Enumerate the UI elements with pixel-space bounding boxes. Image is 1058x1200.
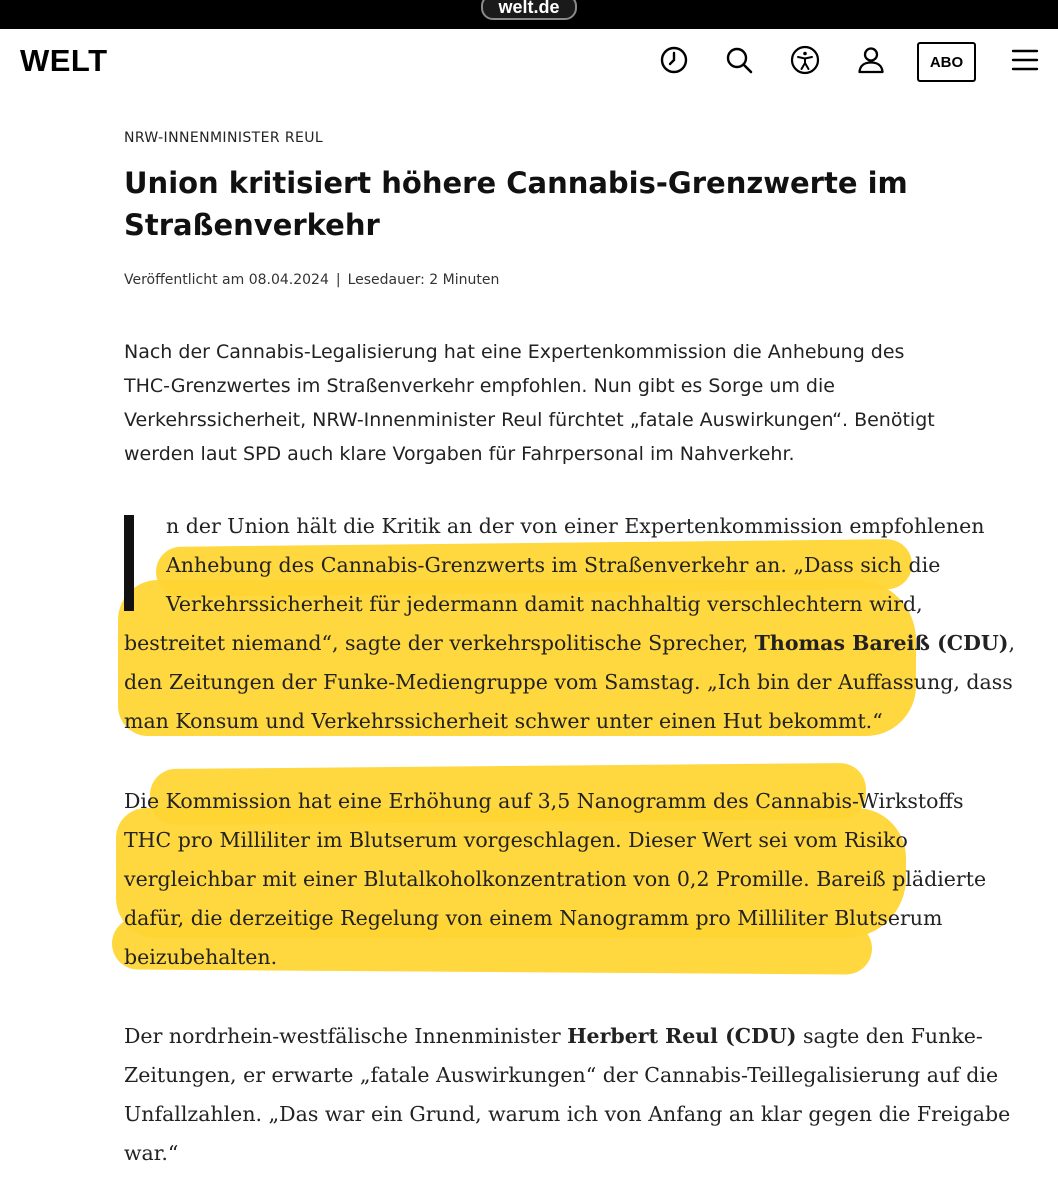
- meta-separator: |: [335, 272, 341, 288]
- menu-icon[interactable]: [1008, 43, 1042, 77]
- publish-date: Veröffentlicht am 08.04.2024: [124, 272, 329, 288]
- paragraph-line: beizubehalten.: [124, 945, 278, 969]
- article-meta: [124, 272, 499, 288]
- paragraph-line: dafür, die derzeitige Regelung von einem Nanogramm pro Milliliter Blutserum: [124, 906, 943, 930]
- paragraph-line: den Zeitungen der Funke-Mediengruppe vom Samstag. „Ich bin der Auffassung, dass: [124, 670, 1013, 694]
- search-icon[interactable]: [722, 43, 756, 77]
- paragraph-line: Anhebung des Cannabis-Grenzwerts im Straßenverkehr an. „Dass sich die: [166, 553, 941, 577]
- paragraph-line: Die Kommission hat eine Erhöhung auf 3,5 Nanogramm des Cannabis-Wirkstoffs: [124, 789, 964, 813]
- article-lead: Nach der Cannabis-Legalisierung hat eine Expertenkommission die Anhebung des THC-Grenzwertes im Straßenverkehr empfohlen. Nun gibt es Sorge um die Verkehrssicherheit, NRW-Innenminister Reul fürchtet „fatale Auswirkungen“. Benötigt werden laut SPD auch klare Vorgaben für Fahrpersonal im Nahverkehr.: [124, 341, 935, 465]
- reading-time: Lesedauer: 2 Minuten: [347, 272, 500, 288]
- paragraph-line: [124, 1017, 983, 1056]
- article-paragraph-1: [124, 507, 1015, 741]
- paragraph-line: Verkehrssicherheit für jedermann damit nachhaltig verschlechtern wird,: [166, 592, 923, 616]
- text-run: ,: [1008, 631, 1015, 655]
- paragraph-line: [124, 624, 1015, 663]
- paragraph-line: Zeitungen, er erwarte „fatale Auswirkungen“ der Cannabis-Teillegalisierung auf die: [124, 1063, 999, 1087]
- accessibility-icon[interactable]: [788, 43, 822, 77]
- site-header: [0, 29, 1058, 97]
- paragraph-line: n der Union hält die Kritik an der von einer Expertenkommission empfohlenen: [166, 514, 985, 538]
- paragraph-line: vergleichbar mit einer Blutalkoholkonzentration von 0,2 Promille. Bareiß plädierte: [124, 867, 987, 891]
- abo-button[interactable]: ABO: [917, 42, 976, 82]
- article-kicker: NRW-INNENMINISTER REUL: [124, 130, 324, 146]
- clock-icon[interactable]: [657, 43, 691, 77]
- article-headline: Union kritisiert höhere Cannabis-Grenzwerte im Straßenverkehr: [124, 166, 908, 242]
- paragraph-line: war.“: [124, 1141, 179, 1165]
- user-icon[interactable]: [854, 43, 888, 77]
- person-name-link[interactable]: Thomas Bareiß (CDU): [754, 631, 1009, 655]
- text-run: bestreitet niemand“, sagte der verkehrspolitische Sprecher,: [124, 631, 755, 655]
- person-name-link[interactable]: Herbert Reul (CDU): [567, 1024, 797, 1048]
- paragraph-line: Unfallzahlen. „Das war ein Grund, warum ich von Anfang an klar gegen die Freigabe: [124, 1102, 1011, 1126]
- url-pill[interactable]: welt.de: [481, 0, 577, 20]
- article-paragraph-3: [124, 1017, 1011, 1173]
- paragraph-line: man Konsum und Verkehrssicherheit schwer unter einen Hut bekommt.“: [124, 709, 883, 733]
- text-run: sagte den Funke-: [796, 1024, 983, 1048]
- article-paragraph-2: [124, 782, 987, 977]
- paragraph-line: THC pro Milliliter im Blutserum vorgeschlagen. Dieser Wert sei vom Risiko: [124, 828, 908, 852]
- welt-logo[interactable]: WELT: [20, 43, 108, 78]
- browser-url-bar: [0, 0, 1058, 29]
- text-run: Der nordrhein-westfälische Innenminister: [124, 1024, 568, 1048]
